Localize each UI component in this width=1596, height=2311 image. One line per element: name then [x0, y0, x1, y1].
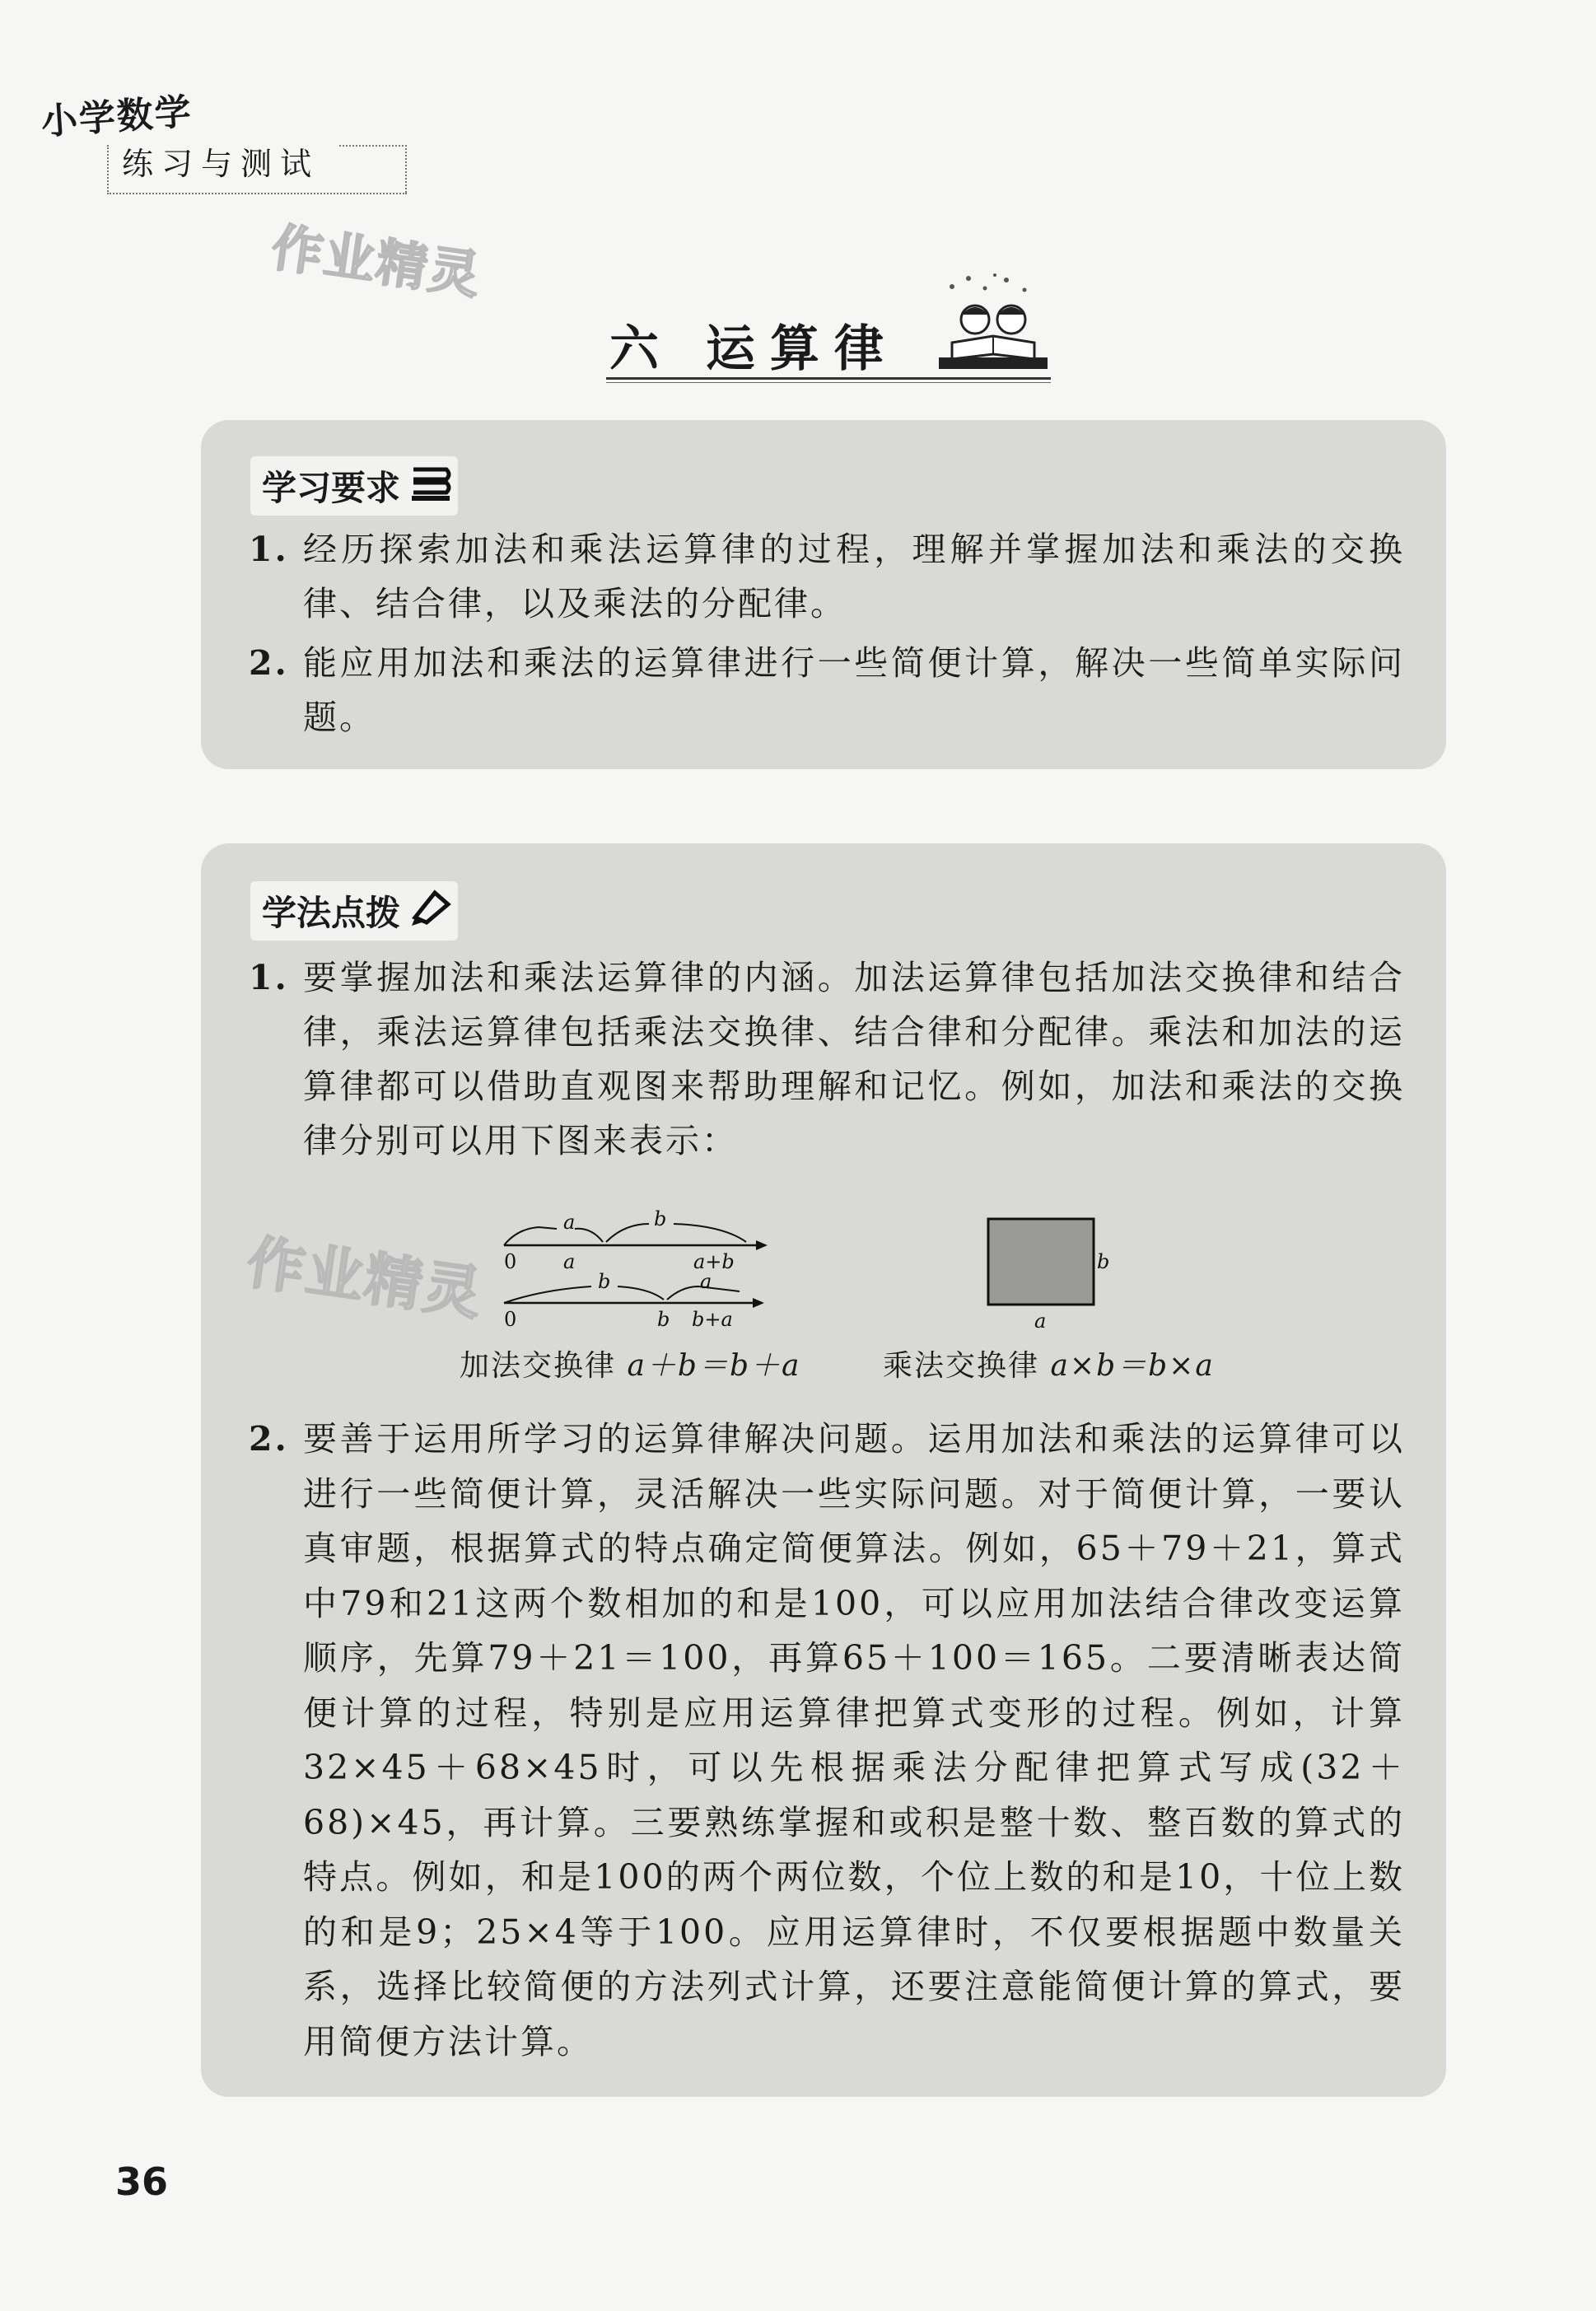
multiplication-figure-caption: 乘法交换律 a×b＝b×a: [883, 1349, 1215, 1383]
requirement-item: 2. 能应用加法和乘法的运算律进行一些简便计算，解决一些简单实际问题。: [249, 643, 1405, 737]
addition-label-zero-bottom: 0: [504, 1308, 517, 1331]
addition-label-zero: 0: [504, 1250, 517, 1273]
multiplication-label-b: b: [1097, 1250, 1110, 1273]
method-tips-panel: [201, 843, 1446, 2097]
series-title: 小学数学: [40, 91, 194, 144]
watermark: 作业精灵: [242, 1228, 488, 1328]
addition-number-line-figure: [295, 1209, 772, 1333]
multiplication-label-a: a: [1034, 1310, 1047, 1333]
learning-requirements-panel: [201, 420, 1446, 769]
requirement-item: 1. 经历探索加法和乘法运算律的过程，理解并掌握加法和乘法的交换律、结合律，以及乘法的分配律。: [249, 530, 1405, 623]
addition-label-b-top: b: [654, 1209, 667, 1230]
addition-label-b: b: [657, 1308, 670, 1331]
pencil-icon: [410, 888, 453, 927]
multiplication-rectangle-figure: [980, 1216, 1136, 1339]
addition-label-b-plus-a: b+a: [692, 1308, 733, 1331]
addition-label-a: a: [563, 1250, 576, 1273]
watermark: 作业精灵: [268, 217, 486, 306]
method-tips-heading: 学法点拨: [250, 881, 458, 941]
addition-label-b-bottom: b: [598, 1270, 611, 1293]
addition-figure-caption: 加法交换律 a＋b＝b＋a: [460, 1349, 801, 1383]
chapter-title: 六 运算律: [609, 320, 898, 378]
chapter-underline: [606, 377, 1051, 380]
tip-item: 1. 要掌握加法和乘法运算律的内涵。加法运算律包括加法交换律和结合律，乘法运算律包括乘法交换律、结合律和分配律。乘法和加法的运算律都可以借助直观图来帮助理解和记忆。例如，加法和乘法的交换律分别可以用下图来表示：: [249, 958, 1405, 1160]
tip-item: 2. 要善于运用所学习的运算律解决问题。运用加法和乘法的运算律可以进行一些简便计算，灵活解决一些实际问题。对于简便计算，一要认真审题，根据算式的特点确定简便算法。例如，65＋79＋21，算式中79和21这两个数相加的和是100，可以应用加法结合律改变运算顺序，先算79＋21＝100，再算65＋100＝165。二要清晰表达简便计算的过程，特别是应用运算律把算式变形的过程。例如，计算32×45＋68×45时，可以先根据乘法分配律把算式写成(32＋68)×45，再计算。三要熟练掌握和或积是整十数、整百数的算式的特点。例如，和是100的两个两位数，个位上数的和是10，十位上数的和是9；25×4等于100。应用运算律时，不仅要根据题中数量关系，选择比较简便的方法列式计算，还要注意能简便计算的算式，要用简便方法计算。: [249, 1419, 1405, 2061]
book-stack-icon: [410, 463, 453, 502]
addition-label-a-bottom: a: [700, 1270, 712, 1293]
reading-children-icon: [927, 272, 1059, 377]
addition-label-a-top: a: [563, 1211, 576, 1234]
book-subtitle: 练习与测试: [122, 146, 320, 182]
page-number: 36: [115, 2159, 169, 2204]
addition-label-a-plus-b: a+b: [693, 1250, 735, 1273]
learning-requirements-heading: 学习要求: [250, 456, 458, 516]
